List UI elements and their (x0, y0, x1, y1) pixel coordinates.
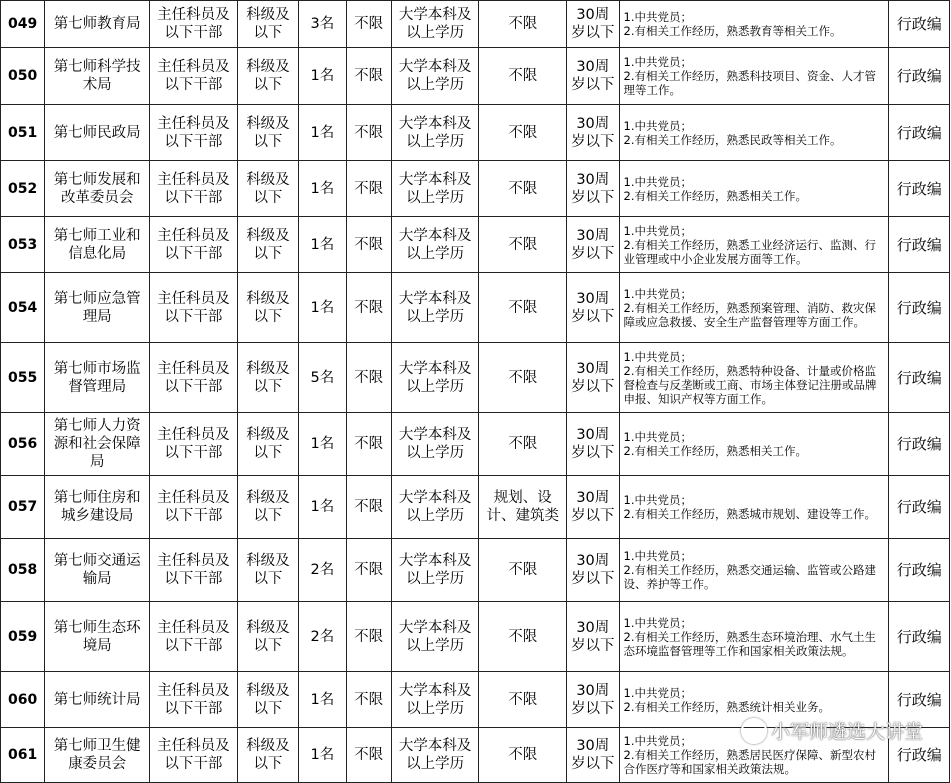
requirement-line: 1.中共党员； (623, 10, 692, 24)
staffing-type-cell: 行政编 (889, 161, 950, 217)
education-cell: 大学本科及以上学历 (391, 728, 479, 783)
education-cell: 大学本科及以上学历 (391, 343, 479, 413)
watermark-text: 小军师遴选大讲堂 (770, 721, 923, 743)
requirement-line: 1.中共党员； (623, 286, 692, 301)
count-cell: 3名 (299, 1, 346, 48)
code-cell: 051 (1, 105, 45, 161)
count-cell: 1名 (299, 48, 346, 105)
requirements-cell (619, 217, 889, 273)
code-cell: 052 (1, 161, 45, 217)
staffing-type-cell: 行政编 (889, 1, 950, 48)
age-cell: 30周岁以下 (567, 105, 619, 161)
position-cell: 主任科员及以下干部 (150, 48, 238, 105)
staffing-type-cell: 行政编 (889, 273, 950, 343)
gender-cell: 不限 (346, 602, 391, 672)
education-cell: 大学本科及以上学历 (391, 602, 479, 672)
gender-cell: 不限 (346, 539, 391, 602)
requirement-line: 2.有相关工作经历，熟悉科技项目、资金、人才管理等工作。 (623, 69, 876, 97)
gender-cell: 不限 (346, 48, 391, 105)
requirement-line: 2.有相关工作经历，熟悉交通运输、监管或公路建设、养护等工作。 (623, 563, 876, 591)
major-cell: 不限 (479, 343, 567, 413)
level-cell: 科级及以下 (237, 1, 298, 48)
wechat-logo-icon (741, 718, 767, 744)
level-cell: 科级及以下 (237, 602, 298, 672)
requirement-line: 2.有相关工作经历，熟悉民政等相关工作。 (623, 132, 842, 147)
age-cell: 30周岁以下 (567, 217, 619, 273)
dept-cell: 第七师交通运输局 (45, 539, 150, 602)
requirement-line: 1.中共党员； (623, 685, 692, 700)
position-cell: 主任科员及以下干部 (150, 602, 238, 672)
gender-cell: 不限 (346, 413, 391, 476)
table-row (1, 217, 950, 273)
requirement-line: 2.有相关工作经历，熟悉教育等相关工作。 (623, 24, 842, 38)
dept-cell: 第七师卫生健康委员会 (45, 728, 150, 783)
code-cell: 056 (1, 413, 45, 476)
level-cell: 科级及以下 (237, 161, 298, 217)
requirements-cell (619, 273, 889, 343)
major-cell: 不限 (479, 105, 567, 161)
dept-cell: 第七师发展和改革委员会 (45, 161, 150, 217)
gender-cell: 不限 (346, 1, 391, 48)
count-cell: 1名 (299, 105, 346, 161)
gender-cell: 不限 (346, 672, 391, 728)
dept-cell: 第七师应急管理局 (45, 273, 150, 343)
gender-cell: 不限 (346, 343, 391, 413)
level-cell: 科级及以下 (237, 105, 298, 161)
position-cell: 主任科员及以下干部 (150, 539, 238, 602)
level-cell: 科级及以下 (237, 413, 298, 476)
position-cell: 主任科员及以下干部 (150, 105, 238, 161)
table-row (1, 161, 950, 217)
gender-cell: 不限 (346, 273, 391, 343)
count-cell: 2名 (299, 602, 346, 672)
count-cell: 1名 (299, 728, 346, 783)
requirement-line: 2.有相关工作经历，熟悉城市规划、建设等工作。 (623, 507, 876, 521)
requirements-cell (619, 539, 889, 602)
table-row (1, 602, 950, 672)
age-cell: 30周岁以下 (567, 672, 619, 728)
position-cell: 主任科员及以下干部 (150, 413, 238, 476)
code-cell: 059 (1, 602, 45, 672)
level-cell: 科级及以下 (237, 273, 298, 343)
requirement-line: 2.有相关工作经历，熟悉统计相关业务。 (623, 699, 830, 714)
count-cell: 1名 (299, 273, 346, 343)
major-cell: 不限 (479, 217, 567, 273)
age-cell: 30周岁以下 (567, 476, 619, 539)
major-cell: 不限 (479, 672, 567, 728)
dept-cell: 第七师市场监督管理局 (45, 343, 150, 413)
dept-cell: 第七师人力资源和社会保障局 (45, 413, 150, 476)
major-cell: 不限 (479, 273, 567, 343)
education-cell: 大学本科及以上学历 (391, 105, 479, 161)
gender-cell: 不限 (346, 161, 391, 217)
count-cell: 2名 (299, 539, 346, 602)
requirements-cell (619, 48, 889, 105)
education-cell: 大学本科及以上学历 (391, 1, 479, 48)
requirement-line: 2.有相关工作经历，熟悉相关工作。 (623, 444, 807, 458)
code-cell: 057 (1, 476, 45, 539)
code-cell: 058 (1, 539, 45, 602)
table-row (1, 48, 950, 105)
requirements-cell (619, 343, 889, 413)
age-cell: 30周岁以下 (567, 1, 619, 48)
dept-cell: 第七师教育局 (45, 1, 150, 48)
level-cell: 科级及以下 (237, 672, 298, 728)
requirement-line: 1.中共党员； (623, 734, 692, 748)
requirement-line: 1.中共党员； (623, 223, 692, 238)
requirements-cell (619, 105, 889, 161)
age-cell: 30周岁以下 (567, 728, 619, 783)
requirements-cell (619, 161, 889, 217)
major-cell: 不限 (479, 728, 567, 783)
major-cell: 不限 (479, 48, 567, 105)
code-cell: 054 (1, 273, 45, 343)
staffing-type-cell: 行政编 (889, 217, 950, 273)
education-cell: 大学本科及以上学历 (391, 217, 479, 273)
staffing-type-cell: 行政编 (889, 672, 950, 728)
code-cell: 061 (1, 728, 45, 783)
count-cell: 1名 (299, 672, 346, 728)
requirement-line: 1.中共党员； (623, 615, 692, 630)
code-cell: 049 (1, 1, 45, 48)
requirement-line: 1.中共党员； (623, 118, 692, 133)
requirement-line: 1.中共党员； (623, 174, 692, 189)
age-cell: 30周岁以下 (567, 539, 619, 602)
table-row (1, 1, 950, 48)
level-cell: 科级及以下 (237, 343, 298, 413)
major-cell: 不限 (479, 539, 567, 602)
staffing-type-cell: 行政编 (889, 476, 950, 539)
dept-cell: 第七师生态环境局 (45, 602, 150, 672)
count-cell: 5名 (299, 343, 346, 413)
requirement-line: 1.中共党员； (623, 55, 692, 69)
requirements-cell (619, 602, 889, 672)
requirement-line: 2.有相关工作经历，熟悉预案管理、消防、救灾保障或应急救援、安全生产监督管理等方面工作。 (623, 300, 876, 329)
requirement-line: 1.中共党员； (623, 430, 692, 444)
level-cell: 科级及以下 (237, 217, 298, 273)
code-cell: 053 (1, 217, 45, 273)
major-cell: 不限 (479, 161, 567, 217)
staffing-type-cell: 行政编 (889, 105, 950, 161)
position-cell: 主任科员及以下干部 (150, 161, 238, 217)
staffing-type-cell: 行政编 (889, 728, 950, 783)
staffing-type-cell: 行政编 (889, 413, 950, 476)
dept-cell: 第七师民政局 (45, 105, 150, 161)
count-cell: 1名 (299, 476, 346, 539)
level-cell: 科级及以下 (237, 539, 298, 602)
requirement-line: 2.有相关工作经历，熟悉居民医疗保障、新型农村合作医疗等和国家相关政策法规。 (623, 748, 876, 776)
gender-cell: 不限 (346, 217, 391, 273)
staffing-type-cell: 行政编 (889, 343, 950, 413)
staffing-type-cell: 行政编 (889, 602, 950, 672)
count-cell: 1名 (299, 217, 346, 273)
age-cell: 30周岁以下 (567, 413, 619, 476)
major-cell: 规划、设计、建筑类 (479, 476, 567, 539)
requirement-line: 2.有相关工作经历，熟悉特种设备、计量或价格监督检查与反垄断或工商、市场主体登记注册或品牌申报、知识产权等方面工作。 (623, 363, 877, 406)
table-row (1, 539, 950, 602)
watermark (741, 717, 923, 744)
position-cell: 主任科员及以下干部 (150, 1, 238, 48)
level-cell: 科级及以下 (237, 476, 298, 539)
table-row (1, 413, 950, 476)
requirements-cell (619, 1, 889, 48)
age-cell: 30周岁以下 (567, 161, 619, 217)
major-cell: 不限 (479, 1, 567, 48)
dept-cell: 第七师工业和信息化局 (45, 217, 150, 273)
requirements-cell (619, 413, 889, 476)
education-cell: 大学本科及以上学历 (391, 161, 479, 217)
education-cell: 大学本科及以上学历 (391, 476, 479, 539)
education-cell: 大学本科及以上学历 (391, 273, 479, 343)
level-cell: 科级及以下 (237, 48, 298, 105)
code-cell: 050 (1, 48, 45, 105)
gender-cell: 不限 (346, 105, 391, 161)
staffing-type-cell: 行政编 (889, 539, 950, 602)
table-row (1, 273, 950, 343)
code-cell: 060 (1, 672, 45, 728)
requirement-line: 1.中共党员； (623, 549, 692, 563)
table-row (1, 105, 950, 161)
age-cell: 30周岁以下 (567, 273, 619, 343)
count-cell: 1名 (299, 413, 346, 476)
requirement-line: 2.有相关工作经历，熟悉相关工作。 (623, 188, 807, 203)
staffing-type-cell: 行政编 (889, 48, 950, 105)
gender-cell: 不限 (346, 728, 391, 783)
table-row (1, 343, 950, 413)
major-cell: 不限 (479, 602, 567, 672)
position-cell: 主任科员及以下干部 (150, 273, 238, 343)
requirement-line: 2.有相关工作经历，熟悉工业经济运行、监测、行业管理或中小企业发展方面等工作。 (623, 237, 876, 266)
count-cell: 1名 (299, 161, 346, 217)
position-cell: 主任科员及以下干部 (150, 217, 238, 273)
level-cell: 科级及以下 (237, 728, 298, 783)
age-cell: 30周岁以下 (567, 602, 619, 672)
position-cell: 主任科员及以下干部 (150, 672, 238, 728)
gender-cell: 不限 (346, 476, 391, 539)
position-cell: 主任科员及以下干部 (150, 476, 238, 539)
education-cell: 大学本科及以上学历 (391, 48, 479, 105)
education-cell: 大学本科及以上学历 (391, 539, 479, 602)
table-row (1, 476, 950, 539)
major-cell: 不限 (479, 413, 567, 476)
requirement-line: 1.中共党员； (623, 493, 692, 507)
dept-cell: 第七师科学技术局 (45, 48, 150, 105)
requirement-line: 1.中共党员； (623, 349, 692, 364)
education-cell: 大学本科及以上学历 (391, 672, 479, 728)
position-cell: 主任科员及以下干部 (150, 728, 238, 783)
age-cell: 30周岁以下 (567, 48, 619, 105)
position-cell: 主任科员及以下干部 (150, 343, 238, 413)
requirement-line: 2.有相关工作经历，熟悉生态环境治理、水气土生态环境监督管理等工作和国家相关政策法规。 (623, 629, 876, 658)
requirements-cell (619, 476, 889, 539)
education-cell: 大学本科及以上学历 (391, 413, 479, 476)
code-cell: 055 (1, 343, 45, 413)
dept-cell: 第七师统计局 (45, 672, 150, 728)
age-cell: 30周岁以下 (567, 343, 619, 413)
dept-cell: 第七师住房和城乡建设局 (45, 476, 150, 539)
